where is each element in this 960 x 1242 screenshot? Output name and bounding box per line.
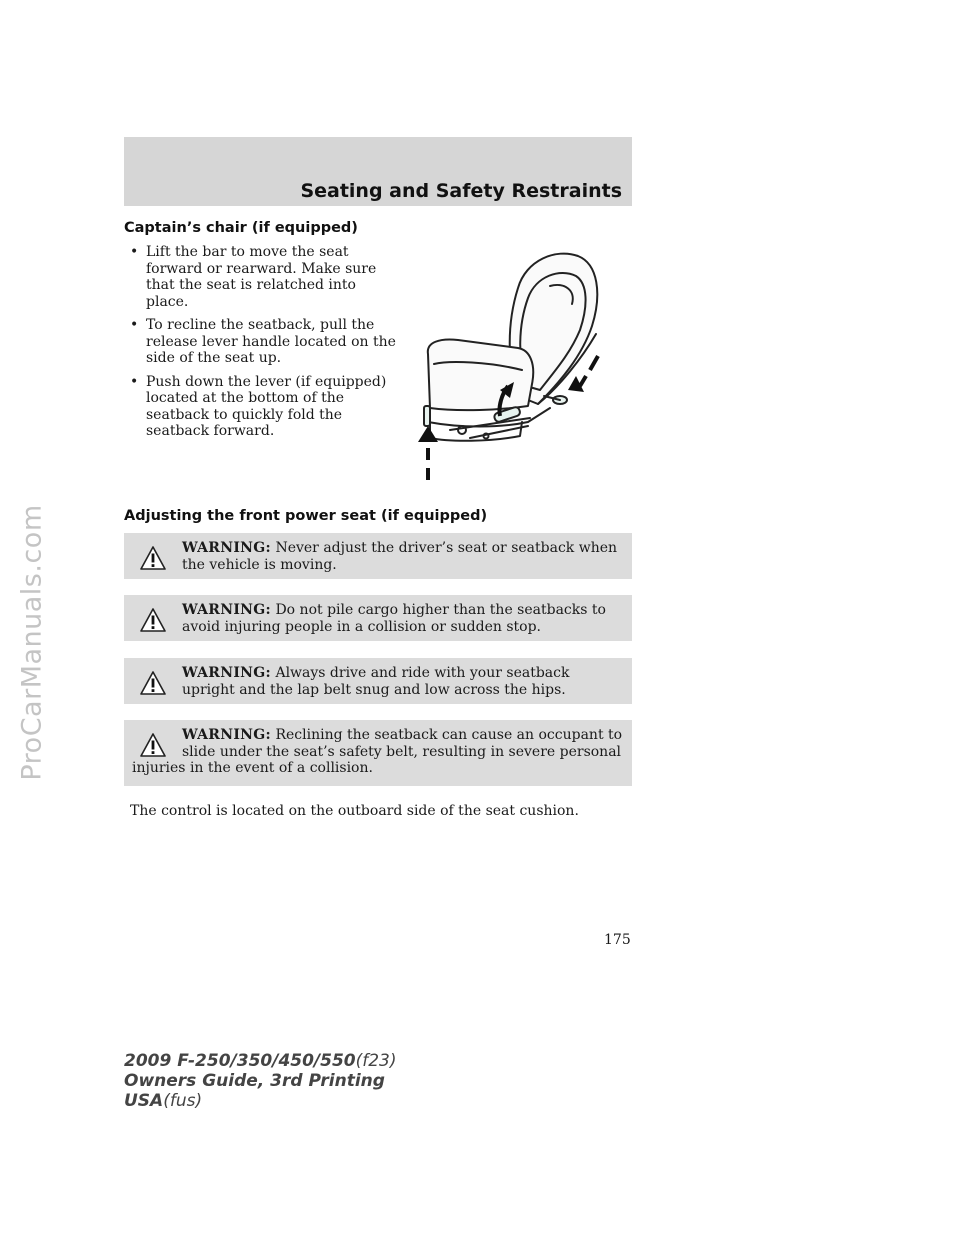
page-number: 175 xyxy=(604,932,631,948)
watermark-text: ProCarManuals.com xyxy=(16,503,48,781)
power-seat-body-text: The control is located on the outboard side of the seat cushion. xyxy=(130,803,579,819)
bullet-item xyxy=(130,244,400,310)
captains-chair-illustration xyxy=(410,246,610,486)
document-footer xyxy=(124,1051,397,1111)
warning-label: WARNING: xyxy=(182,602,271,618)
bullet-marker: • xyxy=(130,244,139,260)
captains-chair-heading: Captain’s chair (if equipped) xyxy=(124,220,358,236)
footer-model: 2009 F-250/350/450/550 xyxy=(124,1051,356,1071)
bullet-marker: • xyxy=(130,373,139,390)
bullet-text: Lift the bar to move the seat forward or rearward. Make sure that the seat is relatched into place. xyxy=(146,244,377,310)
warning-text: Do not pile cargo higher than the seatbacks to avoid injuring people in a collision or sudden stop. xyxy=(182,602,606,635)
footer-line-1 xyxy=(124,1051,397,1071)
warning-label: WARNING: xyxy=(182,665,271,681)
warning-label: WARNING: xyxy=(182,727,271,743)
warning-text: Reclining the seatback can cause an occupant to slide under the seat’s safety belt, resulting in severe personal injuries in the event of a collision. xyxy=(132,727,623,776)
power-seat-heading: Adjusting the front power seat (if equipped) xyxy=(124,508,488,524)
warning-label: WARNING: xyxy=(182,540,271,556)
bullet-text: To recline the seatback, pull the release lever handle located on the side of the seat up. xyxy=(146,317,396,366)
warning-box xyxy=(124,595,632,641)
section-title: Seating and Safety Restraints xyxy=(300,180,622,202)
bullet-text: Push down the lever (if equipped) located at the bottom of the seatback to quickly fold the seatback forward. xyxy=(146,373,387,439)
warning-triangle-icon xyxy=(140,546,166,570)
warning-triangle-icon xyxy=(140,671,166,695)
footer-model-code: (f23) xyxy=(355,1051,397,1071)
warning-box xyxy=(124,658,632,704)
warning-triangle-icon xyxy=(140,733,166,757)
warning-triangle-icon xyxy=(140,608,166,632)
footer-line-3 xyxy=(124,1091,397,1111)
warning-text: Never adjust the driver’s seat or seatback when the vehicle is moving. xyxy=(182,540,618,573)
section-header-band xyxy=(124,137,632,206)
warning-box xyxy=(124,533,632,579)
watermark xyxy=(4,503,60,781)
footer-region: USA xyxy=(124,1091,164,1111)
bullet-item xyxy=(130,317,400,367)
captains-chair-bullet-list xyxy=(130,244,400,447)
bullet-item xyxy=(130,374,400,440)
bullet-marker: • xyxy=(130,317,139,333)
footer-line-2: Owners Guide, 3rd Printing xyxy=(124,1071,385,1091)
footer-region-code: (fus) xyxy=(163,1091,203,1111)
warning-text: Always drive and ride with your seatback upright and the lap belt snug and low across the hips. xyxy=(182,665,570,698)
warning-box xyxy=(124,720,632,786)
